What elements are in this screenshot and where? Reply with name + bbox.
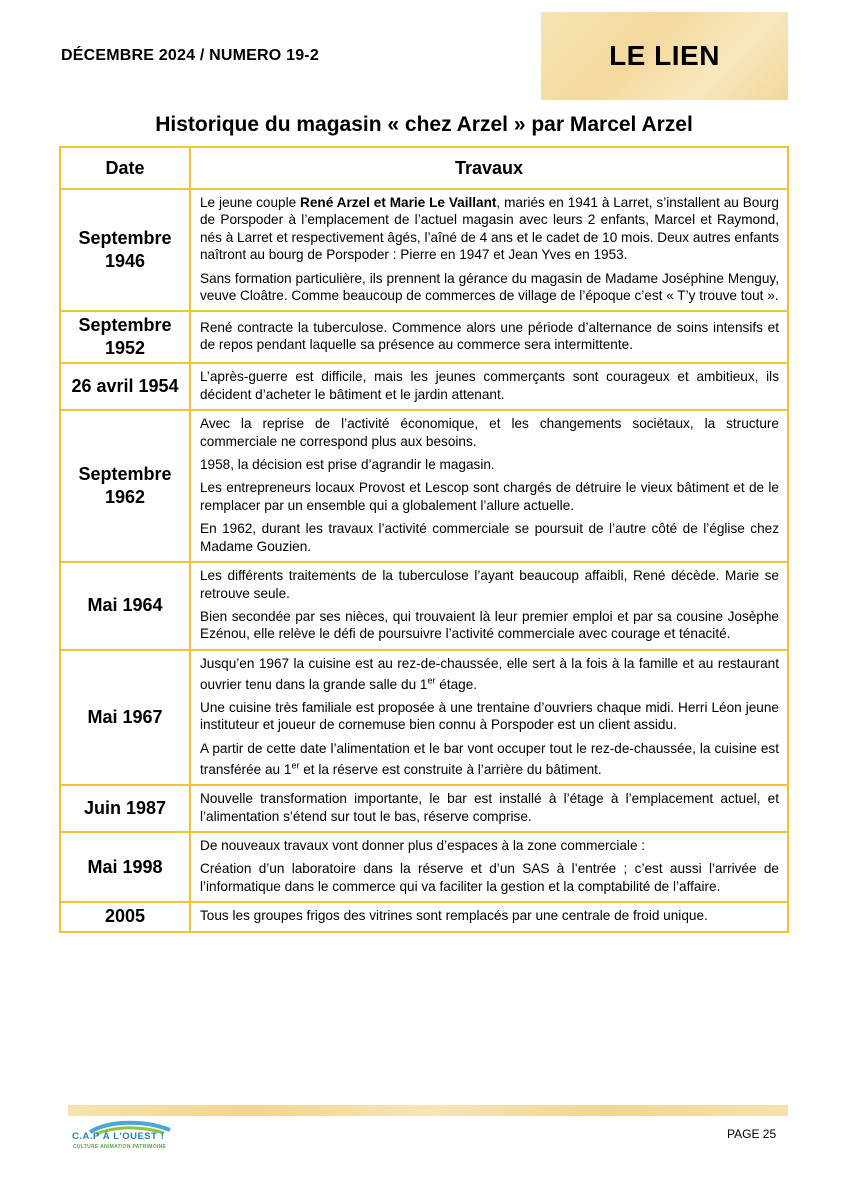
table-row bbox=[60, 785, 788, 832]
work-paragraph bbox=[200, 368, 779, 403]
work-paragraph bbox=[200, 270, 779, 305]
logo-subtitle: CULTURE ANIMATION PATRIMOINE bbox=[73, 1144, 167, 1150]
row-work bbox=[190, 189, 788, 311]
row-date: Septembre 1946 bbox=[60, 189, 190, 311]
paragraph-text: Les différents traitements de la tuberculose l’ayant beaucoup affaibli, René décède. Marie se retrouve seule. bbox=[200, 568, 779, 601]
row-work bbox=[190, 562, 788, 650]
paragraph-text: Les entrepreneurs locaux Provost et Lescop sont chargés de détruire le vieux bâtiment et de le remplacer par un ensemble qui a globalement l’allure actuelle. bbox=[200, 480, 779, 513]
row-date: 26 avril 1954 bbox=[60, 363, 190, 410]
paragraph-text: Bien secondée par ses nièces, qui trouvaient là leur premier emploi et par sa cousine Josèphe Ezénou, elle relève le défi de poursuivre l’activité commerciale avec courage et ténacité. bbox=[200, 608, 779, 642]
row-date: Mai 1967 bbox=[60, 650, 190, 786]
paragraph-text: Une cuisine très familiale est proposée à une trentaine d’ouvriers chaque midi. Herri Léon jeune instituteur et joueur de cornemuse bien connu à Porspoder est un client assidu. bbox=[200, 700, 779, 733]
row-date: Mai 1964 bbox=[60, 562, 190, 650]
table-row bbox=[60, 562, 788, 650]
row-work bbox=[190, 311, 788, 363]
table-body bbox=[60, 189, 788, 932]
row-work bbox=[190, 363, 788, 410]
table-row bbox=[60, 363, 788, 410]
paragraph-text: Avec la reprise de l’activité économique, et les changements sociétaux, la structure commerciale ne correspond plus aux besoins. bbox=[200, 416, 779, 449]
work-paragraph bbox=[200, 456, 779, 473]
paragraph-text: En 1962, durant les travaux l’activité commerciale se poursuit de l’autre côté de l’église chez Madame Gouzien. bbox=[200, 521, 779, 554]
paragraph-text: Jusqu’en 1967 la cuisine est au rez-de-chaussée, elle sert à la fois à la famille et au restaurant ouvrier tenu dans la grande salle du 1er étage. bbox=[200, 655, 779, 692]
table-row bbox=[60, 902, 788, 931]
paragraph-text: L’après-guerre est difficile, mais les jeunes commerçants sont courageux et ambitieux, ils décident d’acheter le bâtiment et le jardin attenant. bbox=[200, 369, 779, 402]
table-row bbox=[60, 311, 788, 363]
history-table bbox=[59, 146, 789, 933]
footer-strip bbox=[68, 1105, 788, 1116]
row-date: Septembre 1962 bbox=[60, 410, 190, 562]
table-row bbox=[60, 832, 788, 902]
work-paragraph bbox=[200, 415, 779, 450]
work-paragraph bbox=[200, 907, 779, 924]
paragraph-text: Sans formation particulière, ils prennent la gérance du magasin de Madame Joséphine Menguy, veuve Cloâtre. Comme beaucoup de commerces de village de l’époque c’est « T’y trouve tout ». bbox=[200, 270, 779, 304]
work-paragraph bbox=[200, 479, 779, 514]
work-paragraph bbox=[200, 699, 779, 734]
row-date: Mai 1998 bbox=[60, 832, 190, 902]
work-paragraph bbox=[200, 520, 779, 555]
page-number: PAGE 25 bbox=[727, 1127, 777, 1141]
paragraph-text: , mariés en 1941 à Larret, s’installent au Bourg de Porspoder à l’emplacement de l’actuel magasin avec leurs 2 enfants, Marcel et Raymond, nés à Larret et respectivement âgés, l’aîné de 4 ans et le cadet de 10 mois. Deux autres enfants naîtront au bourg de Porspoder : Pierre en 1947 et Jean Yves en 1953. bbox=[200, 195, 779, 263]
row-date: Juin 1987 bbox=[60, 785, 190, 832]
table-row bbox=[60, 189, 788, 311]
work-paragraph bbox=[200, 837, 779, 854]
page-title: Historique du magasin « chez Arzel » par Marcel Arzel bbox=[155, 113, 693, 136]
row-work bbox=[190, 785, 788, 832]
work-paragraph bbox=[200, 608, 779, 643]
table-row bbox=[60, 650, 788, 786]
paragraph-text: 1958, la décision est prise d’agrandir le magasin. bbox=[200, 457, 495, 473]
row-work bbox=[190, 410, 788, 562]
work-paragraph bbox=[200, 740, 779, 778]
paragraph-text: Tous les groupes frigos des vitrines sont remplacés par une centrale de froid unique. bbox=[200, 908, 708, 924]
row-date: Septembre 1952 bbox=[60, 311, 190, 363]
paragraph-text: Nouvelle transformation importante, le bar est installé à l’étage à l’emplacement actuel, et l’alimentation s’étend sur tout le bas, réserve comprise. bbox=[200, 791, 779, 824]
work-paragraph bbox=[200, 194, 779, 264]
row-work bbox=[190, 832, 788, 902]
column-header-work: Travaux bbox=[190, 147, 788, 189]
paragraph-text: Le jeune couple bbox=[200, 195, 301, 210]
brand-banner bbox=[541, 12, 788, 100]
paragraph-bold-names: René Arzel et Marie Le Vaillant bbox=[300, 195, 497, 210]
row-work bbox=[190, 902, 788, 931]
table-header-row bbox=[60, 147, 788, 189]
work-paragraph bbox=[200, 790, 779, 825]
table-row bbox=[60, 410, 788, 562]
work-paragraph bbox=[200, 319, 779, 354]
paragraph-text: A partir de cette date l’alimentation et le bar vont occuper tout le rez-de-chaussée, la cuisine est transférée au 1er et la réserve est construite à l’arrière du bâtiment. bbox=[200, 740, 779, 777]
work-paragraph bbox=[200, 567, 779, 602]
paragraph-text: René contracte la tuberculose. Commence alors une période d’alternance de soins intensifs et de repos pendant laquelle sa présence au commerce sera intermittente. bbox=[200, 320, 779, 353]
paragraph-text: Création d’un laboratoire dans la réserve et d’un SAS à l’entrée ; c’est aussi l’arrivée de l’informatique dans le commerce qui va faciliter la gestion et la comptabilité de l’affaire. bbox=[200, 861, 779, 894]
work-paragraph bbox=[200, 860, 779, 895]
column-header-date: Date bbox=[60, 147, 190, 189]
row-date: 2005 bbox=[60, 902, 190, 931]
logo-text: C.A.P À L’OUEST ! bbox=[72, 1131, 165, 1142]
work-paragraph bbox=[200, 655, 779, 693]
brand-title: LE LIEN bbox=[609, 40, 720, 71]
paragraph-text: De nouveaux travaux vont donner plus d’espaces à la zone commerciale : bbox=[200, 838, 646, 854]
row-work bbox=[190, 650, 788, 786]
issue-label: DÉCEMBRE 2024 / NUMERO 19-2 bbox=[61, 47, 319, 64]
